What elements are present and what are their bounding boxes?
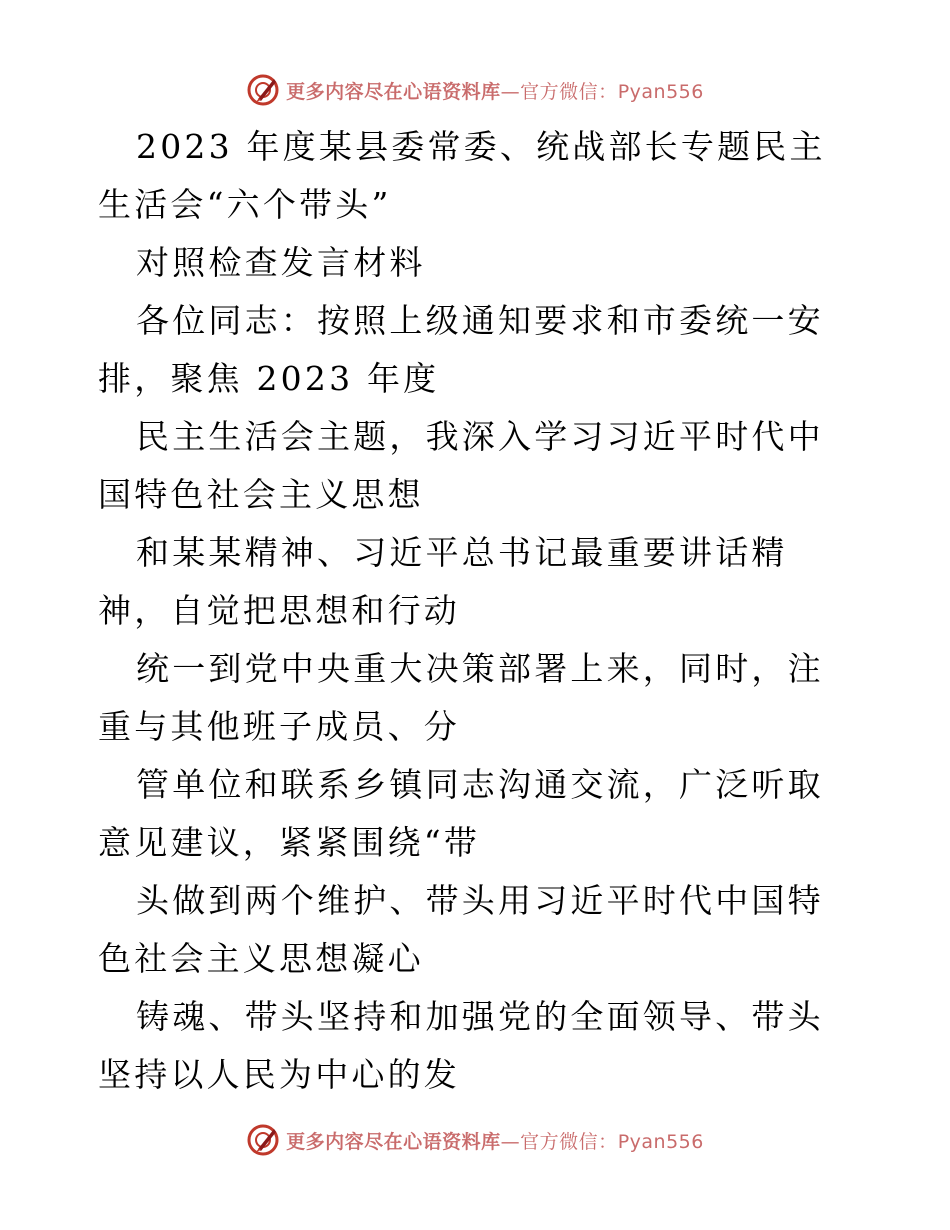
body-paragraph: 统一到党中央重大决策部署上来，同时，注重与其他班子成员、分 — [98, 649, 824, 746]
banner-wechat-label: 官方微信： — [520, 80, 618, 103]
document-title-line-1: 2023 年度某县委常委、统战部长专题民主生活会“六个带头” — [98, 127, 826, 224]
footer-banner — [0, 1120, 950, 1160]
body-paragraph: 和某某精神、习近平总书记最重要讲话精神，自觉把思想和行动 — [98, 533, 788, 630]
header-banner-text — [286, 77, 704, 104]
banner-slogan: 更多内容尽在心语资料库 — [286, 1130, 501, 1153]
banner-wechat-label: 官方微信： — [520, 1130, 618, 1153]
body-paragraph: 民主生活会主题，我深入学习习近平时代中国特色社会主义思想 — [98, 417, 824, 514]
footer-banner-text — [286, 1127, 704, 1154]
quill-logo-icon — [246, 73, 280, 107]
body-paragraph: 各位同志：按照上级通知要求和市委统一安排，聚焦 2023 年度 — [98, 301, 824, 398]
banner-slogan: 更多内容尽在心语资料库 — [286, 80, 501, 103]
banner-separator: — — [500, 1130, 521, 1153]
banner-wechat-id: Pyan556 — [617, 80, 704, 103]
body-paragraph: 管单位和联系乡镇同志沟通交流，广泛听取意见建议，紧紧围绕“带 — [98, 765, 824, 862]
body-paragraph: 头做到两个维护、带头用习近平时代中国特色社会主义思想凝心 — [98, 881, 824, 978]
header-banner — [0, 70, 950, 110]
quill-logo-icon — [246, 1123, 280, 1157]
body-paragraph: 铸魂、带头坚持和加强党的全面领导、带头坚持以人民为中心的发 — [98, 997, 824, 1094]
banner-wechat-id: Pyan556 — [617, 1130, 704, 1153]
banner-separator: — — [500, 80, 521, 103]
document-body — [98, 118, 858, 1104]
document-title-line-2: 对照检查发言材料 — [136, 243, 426, 282]
